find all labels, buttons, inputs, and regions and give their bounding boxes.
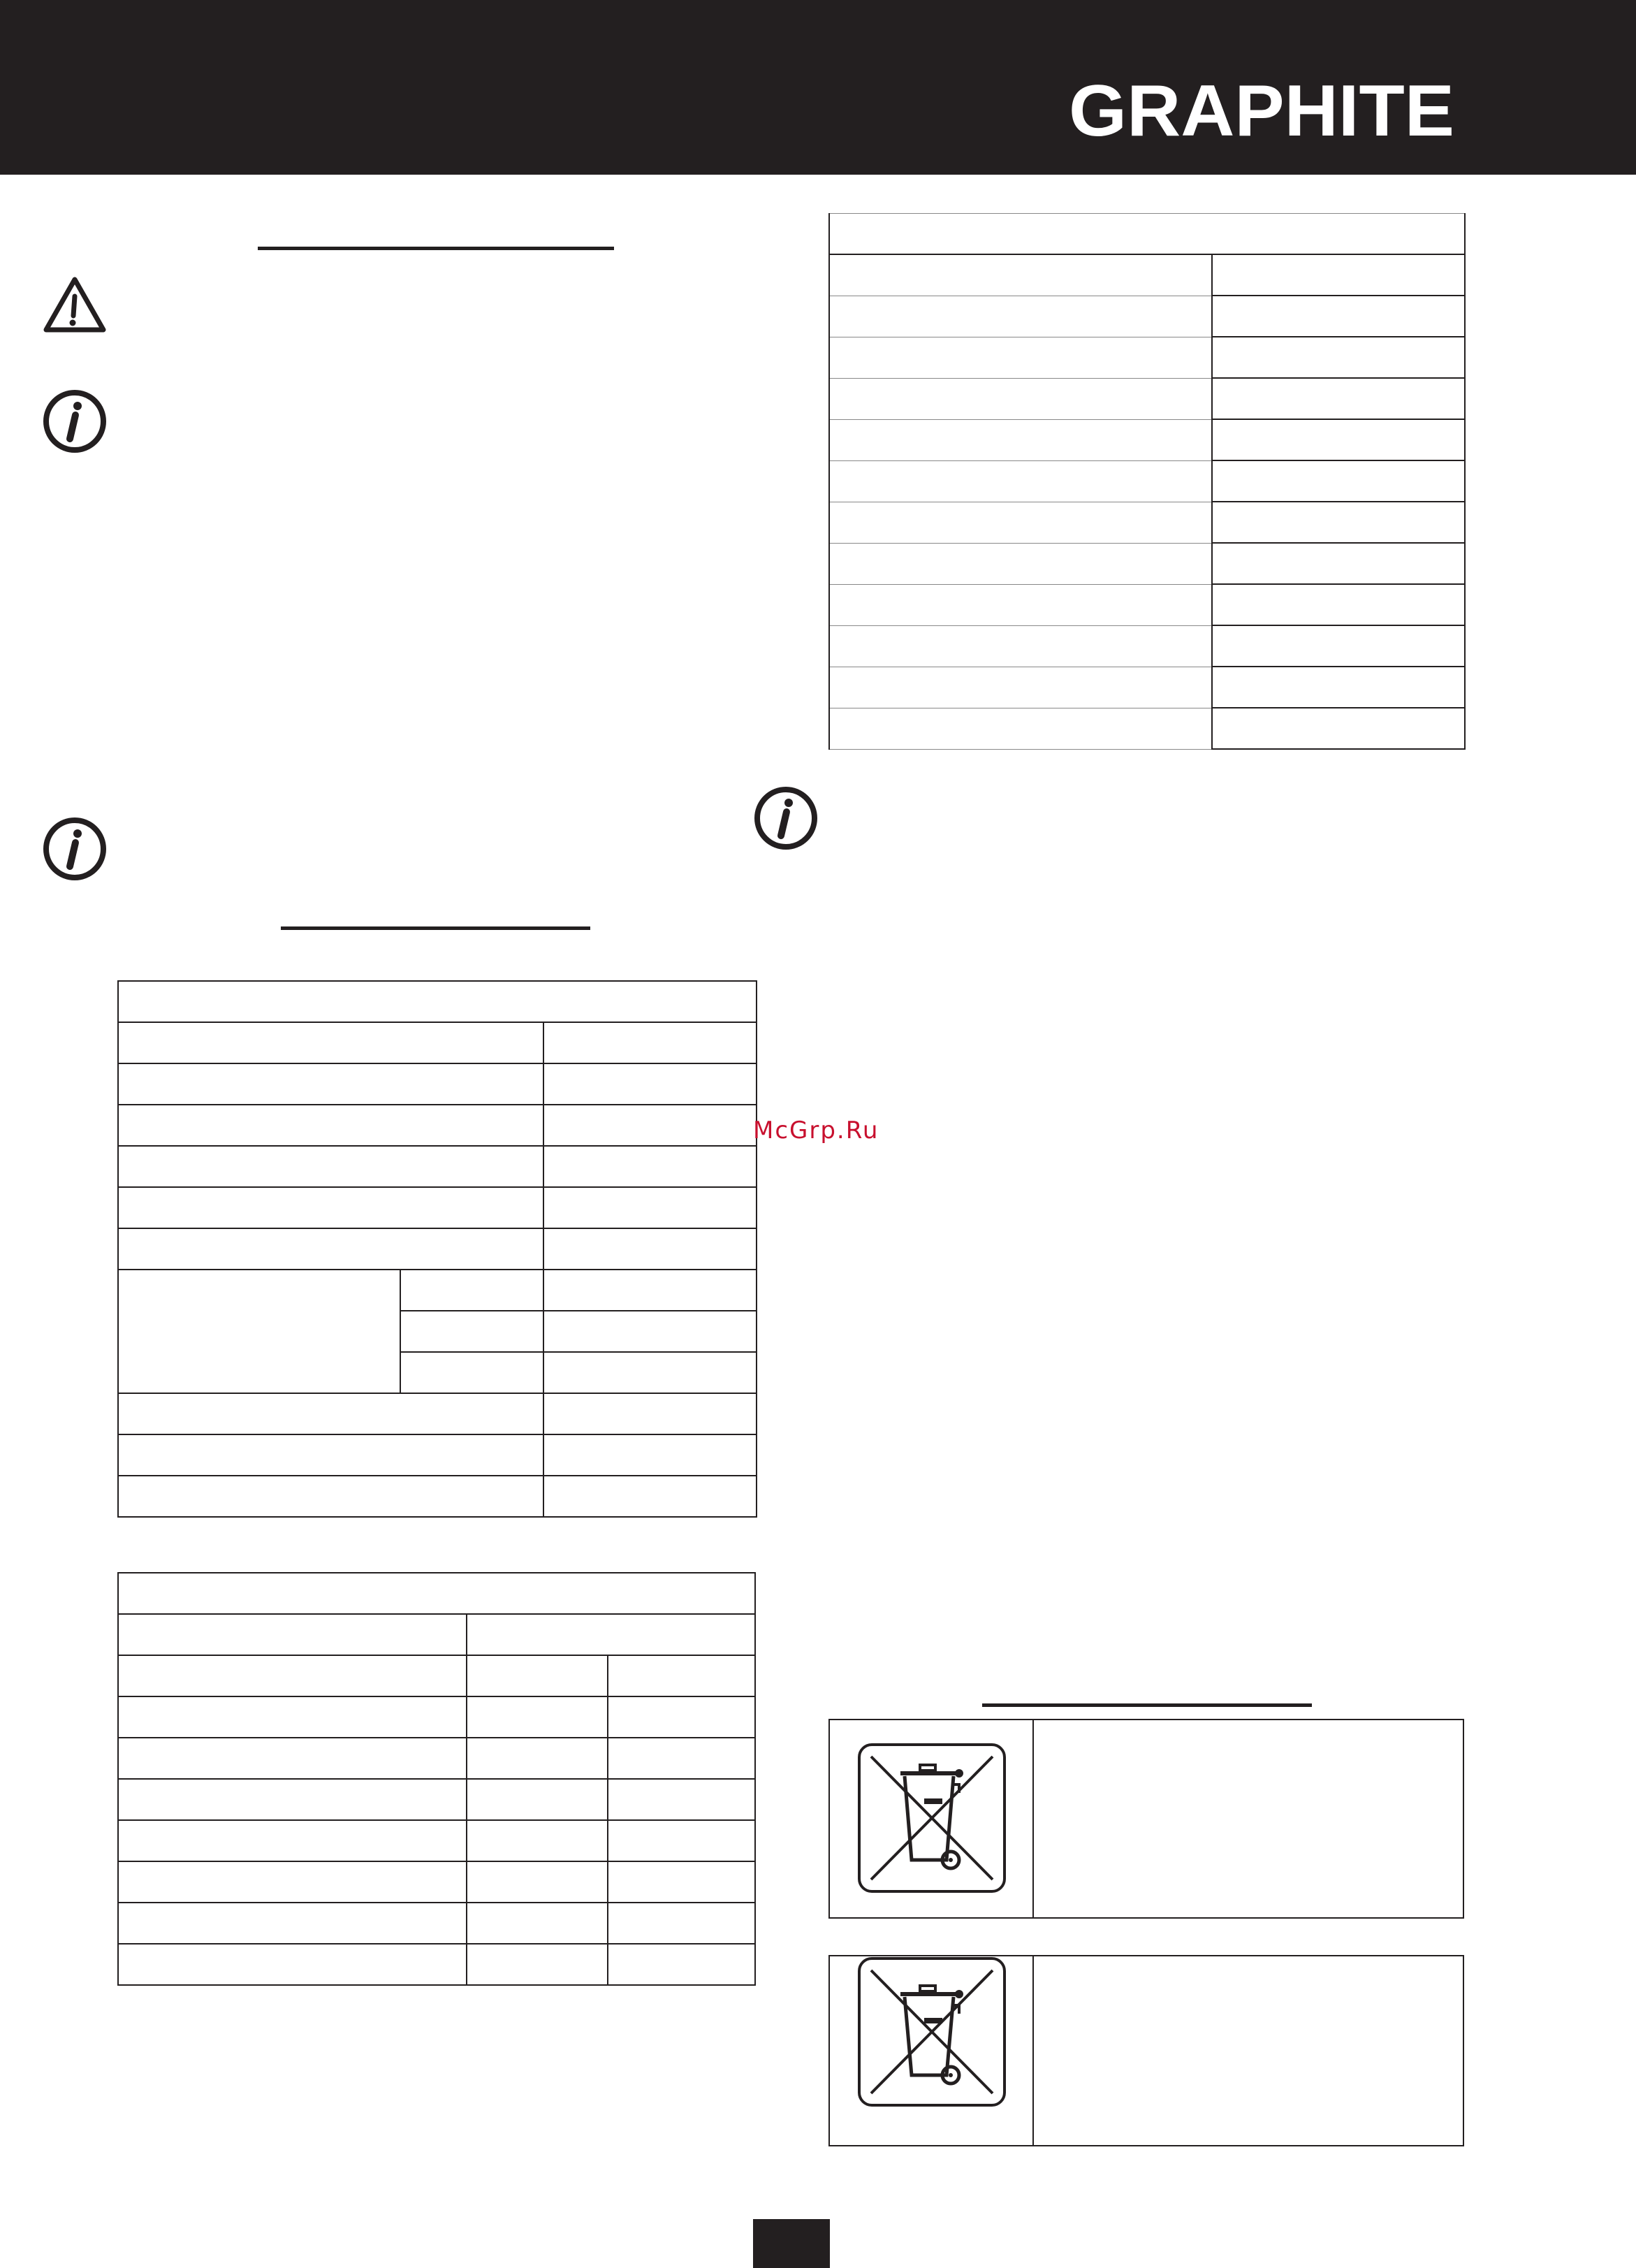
table-row [118,1476,757,1517]
table-row [118,1861,755,1903]
table-row [118,981,757,1022]
table-row [829,625,1465,667]
table-title-cell [118,1573,755,1614]
table-row [118,1022,757,1063]
table-row [118,1105,757,1146]
crossed-out-wheelie-bin-icon [857,1956,1007,2107]
graphite-logo [1069,78,1454,143]
table-row [829,419,1465,460]
table-row [829,296,1465,337]
table-row [118,1696,755,1738]
table-row [118,1614,755,1655]
info-icon [42,816,108,882]
table-row [829,502,1465,543]
disposal-box-1 [828,1719,1464,1919]
table-title-cell [829,214,1465,255]
table-row [829,584,1465,625]
table-row [829,254,1465,296]
watermark-text: McGrp.Ru [753,1117,879,1144]
table-row [829,460,1465,502]
table-row [118,1270,757,1311]
table-row [118,1063,757,1105]
info-icon [753,785,819,851]
table-row [118,1228,757,1270]
section-heading-rule-1 [258,247,614,250]
section-heading-rule-2 [281,926,590,930]
table-row [118,1146,757,1187]
table-row [118,1573,755,1614]
section-heading-rule-3 [982,1703,1312,1707]
table-row [829,708,1465,749]
table-row [118,1738,755,1779]
crossed-out-wheelie-bin-icon [857,1743,1007,1893]
table-row [118,1393,757,1434]
info-icon [42,388,108,454]
table-row [829,543,1465,584]
page-number-tab [753,2219,830,2268]
noise-vibration-table [117,1572,756,1986]
page-header [0,0,1636,175]
table-row [829,378,1465,419]
logo-text: GRAPHITE [1069,78,1454,143]
specification-table-right [828,213,1466,750]
table-row [118,1903,755,1944]
table-row [118,1187,757,1228]
warning-triangle-icon [42,275,108,334]
table-row [829,667,1465,708]
table-row [118,1944,755,1985]
table-title-cell [118,981,757,1022]
table-row [118,1779,755,1820]
table-row [118,1820,755,1861]
table-row [118,1434,757,1476]
table-row [829,214,1465,255]
table-row [118,1655,755,1696]
disposal-box-2 [828,1955,1464,2146]
table-row [829,337,1465,378]
technical-data-table [117,980,757,1518]
